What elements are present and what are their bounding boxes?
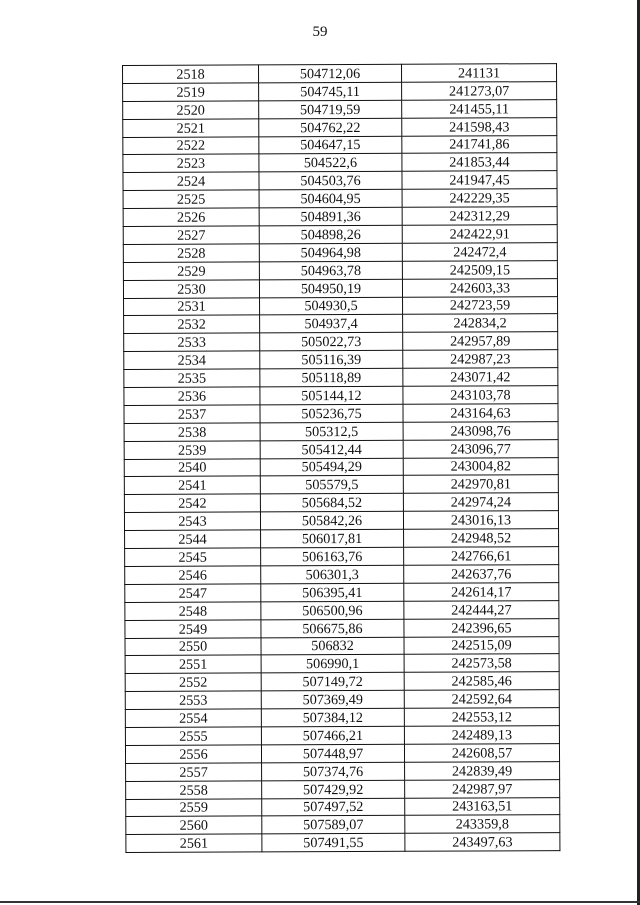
table-row	[124, 296, 558, 316]
x-coordinate-cell: 504604,95	[259, 190, 402, 209]
x-coordinate-cell: 504964,98	[259, 243, 402, 262]
y-coordinate-cell: 242515,09	[404, 636, 559, 655]
point-number-cell: 2546	[125, 566, 261, 584]
point-number-cell: 2549	[125, 620, 261, 638]
table-row	[123, 243, 557, 263]
point-number-cell: 2537	[124, 405, 260, 423]
x-coordinate-cell: 505412,44	[260, 440, 403, 459]
x-coordinate-cell: 504719,59	[259, 100, 402, 119]
point-number-cell: 2544	[125, 530, 261, 548]
point-number-cell: 2522	[123, 136, 259, 154]
y-coordinate-cell: 243164,63	[403, 404, 558, 423]
point-number-cell: 2557	[126, 763, 262, 781]
x-coordinate-cell: 507149,72	[261, 673, 404, 692]
point-number-cell: 2556	[125, 745, 261, 763]
table-row	[123, 225, 557, 245]
point-number-cell: 2520	[123, 101, 259, 119]
x-coordinate-cell: 505022,73	[260, 333, 403, 352]
table-row	[125, 690, 559, 710]
point-number-cell: 2541	[124, 476, 260, 494]
y-coordinate-cell: 242603,33	[402, 278, 557, 297]
y-coordinate-cell: 241598,43	[402, 117, 557, 136]
y-coordinate-cell: 243163,51	[405, 797, 560, 816]
y-coordinate-cell: 241947,45	[402, 171, 557, 190]
table-row	[126, 779, 560, 799]
coordinates-table	[122, 63, 560, 853]
point-number-cell: 2529	[123, 262, 259, 280]
y-coordinate-cell: 242608,57	[404, 743, 559, 762]
x-coordinate-cell: 505116,39	[260, 351, 403, 370]
point-number-cell: 2523	[123, 154, 259, 172]
point-number-cell: 2547	[125, 584, 261, 602]
point-number-cell: 2545	[125, 548, 261, 566]
y-coordinate-cell: 242585,46	[404, 672, 559, 691]
x-coordinate-cell: 507589,07	[262, 816, 405, 835]
point-number-cell: 2554	[125, 709, 261, 727]
y-coordinate-cell: 242957,89	[403, 332, 558, 351]
point-number-cell: 2531	[124, 297, 260, 315]
x-coordinate-cell: 504712,06	[259, 64, 402, 83]
table-row	[123, 64, 557, 84]
point-number-cell: 2538	[124, 423, 260, 441]
y-coordinate-cell: 243098,76	[403, 421, 558, 440]
x-coordinate-cell: 506301,3	[261, 565, 404, 584]
point-number-cell: 2555	[125, 727, 261, 745]
x-coordinate-cell: 505144,12	[260, 386, 403, 405]
point-number-cell: 2536	[124, 387, 260, 405]
table-row	[125, 654, 559, 674]
table-row	[124, 404, 558, 424]
y-coordinate-cell: 241131	[401, 64, 556, 83]
y-coordinate-cell: 242592,64	[404, 690, 559, 709]
point-number-cell: 2560	[126, 816, 262, 834]
point-number-cell: 2535	[124, 369, 260, 387]
table-row	[125, 708, 559, 728]
table-row	[123, 153, 557, 173]
point-number-cell: 2539	[124, 441, 260, 459]
x-coordinate-cell: 505494,29	[260, 458, 403, 477]
point-number-cell: 2528	[123, 244, 259, 262]
x-coordinate-cell: 504898,26	[259, 225, 402, 244]
x-coordinate-cell: 506163,76	[261, 547, 404, 566]
point-number-cell: 2519	[123, 83, 259, 101]
table-row	[125, 726, 559, 746]
table-row	[123, 189, 557, 209]
point-number-cell: 2559	[126, 798, 262, 816]
table-row	[126, 797, 560, 817]
table-row	[125, 672, 559, 692]
x-coordinate-cell: 507497,52	[262, 798, 405, 817]
table-row	[124, 439, 558, 459]
point-number-cell: 2526	[123, 208, 259, 226]
table-row	[124, 475, 558, 495]
y-coordinate-cell: 243004,82	[403, 457, 558, 476]
x-coordinate-cell: 506675,86	[261, 619, 404, 638]
y-coordinate-cell: 241273,07	[402, 81, 557, 100]
scan-edge-bottom	[0, 901, 640, 903]
table-row	[124, 493, 558, 513]
x-coordinate-cell: 505579,5	[260, 476, 403, 495]
y-coordinate-cell: 242489,13	[404, 726, 559, 745]
table-row	[125, 743, 559, 763]
point-number-cell: 2550	[125, 637, 261, 655]
point-number-cell: 2518	[123, 65, 259, 83]
table-row	[124, 421, 558, 441]
table-row	[126, 761, 560, 781]
x-coordinate-cell: 504762,22	[259, 118, 402, 137]
table-row	[125, 618, 559, 638]
y-coordinate-cell: 242948,52	[404, 529, 559, 548]
y-coordinate-cell: 242573,58	[404, 654, 559, 673]
y-coordinate-cell: 242723,59	[403, 296, 558, 315]
x-coordinate-cell: 505118,89	[260, 368, 403, 387]
table-row	[123, 207, 557, 227]
y-coordinate-cell: 243096,77	[403, 439, 558, 458]
y-coordinate-cell: 243071,42	[403, 368, 558, 387]
y-coordinate-cell: 243497,63	[405, 833, 560, 852]
table-row	[126, 815, 560, 835]
y-coordinate-cell: 242312,29	[402, 207, 557, 226]
y-coordinate-cell: 242974,24	[403, 493, 558, 512]
x-coordinate-cell: 506500,96	[261, 601, 404, 620]
y-coordinate-cell: 242637,76	[404, 565, 559, 584]
point-number-cell: 2521	[123, 119, 259, 137]
table-row	[123, 135, 557, 155]
table-row	[123, 260, 557, 280]
x-coordinate-cell: 504930,5	[260, 297, 403, 316]
y-coordinate-cell: 243016,13	[403, 511, 558, 530]
point-number-cell: 2530	[123, 280, 259, 298]
point-number-cell: 2525	[123, 190, 259, 208]
y-coordinate-cell: 242834,2	[403, 314, 558, 333]
table-row	[124, 511, 558, 531]
x-coordinate-cell: 507384,12	[261, 708, 404, 727]
y-coordinate-cell: 241853,44	[402, 153, 557, 172]
point-number-cell: 2534	[124, 351, 260, 369]
y-coordinate-cell: 242444,27	[404, 600, 559, 619]
x-coordinate-cell: 505684,52	[260, 494, 403, 513]
table-row	[124, 368, 558, 388]
table-row	[125, 547, 559, 567]
page-number: 59	[312, 24, 328, 40]
point-number-cell: 2524	[123, 172, 259, 190]
point-number-cell: 2543	[124, 512, 260, 530]
table-row	[125, 529, 559, 549]
y-coordinate-cell: 242987,97	[405, 779, 560, 798]
table-row	[123, 99, 557, 119]
table-row	[124, 332, 558, 352]
y-coordinate-cell: 242396,65	[404, 618, 559, 637]
x-coordinate-cell: 507369,49	[261, 690, 404, 709]
point-number-cell: 2532	[124, 315, 260, 333]
y-coordinate-cell: 242839,49	[405, 761, 560, 780]
point-number-cell: 2533	[124, 333, 260, 351]
y-coordinate-cell: 242509,15	[402, 260, 557, 279]
x-coordinate-cell: 504937,4	[260, 315, 403, 334]
y-coordinate-cell: 242987,23	[403, 350, 558, 369]
y-coordinate-cell: 242970,81	[403, 475, 558, 494]
table-row	[125, 565, 559, 585]
table-row	[125, 582, 559, 602]
x-coordinate-cell: 504891,36	[259, 207, 402, 226]
table-row	[123, 81, 557, 101]
table-row	[125, 636, 559, 656]
y-coordinate-cell: 241455,11	[402, 99, 557, 118]
x-coordinate-cell: 506990,1	[261, 655, 404, 674]
table-row	[125, 600, 559, 620]
x-coordinate-cell: 507466,21	[261, 726, 404, 745]
x-coordinate-cell: 505236,75	[260, 404, 403, 423]
y-coordinate-cell: 242766,61	[404, 547, 559, 566]
x-coordinate-cell: 507374,76	[262, 762, 405, 781]
x-coordinate-cell: 504963,78	[259, 261, 402, 280]
point-number-cell: 2553	[125, 691, 261, 709]
x-coordinate-cell: 506017,81	[261, 529, 404, 548]
x-coordinate-cell: 504745,11	[259, 82, 402, 101]
x-coordinate-cell: 507491,55	[262, 834, 405, 853]
x-coordinate-cell: 506832	[261, 637, 404, 656]
x-coordinate-cell: 504503,76	[259, 172, 402, 191]
y-coordinate-cell: 242614,17	[404, 582, 559, 601]
y-coordinate-cell: 242472,4	[402, 243, 557, 262]
point-number-cell: 2558	[126, 781, 262, 799]
point-number-cell: 2540	[124, 458, 260, 476]
y-coordinate-cell: 243359,8	[405, 815, 560, 834]
x-coordinate-cell: 506395,41	[261, 583, 404, 602]
table-row	[123, 117, 557, 137]
x-coordinate-cell: 505842,26	[260, 512, 403, 531]
y-coordinate-cell: 241741,86	[402, 135, 557, 154]
table-row	[124, 386, 558, 406]
x-coordinate-cell: 504647,15	[259, 136, 402, 155]
table-row	[124, 350, 558, 370]
y-coordinate-cell: 243103,78	[403, 386, 558, 405]
y-coordinate-cell: 242229,35	[402, 189, 557, 208]
point-number-cell: 2548	[125, 602, 261, 620]
point-number-cell: 2527	[123, 226, 259, 244]
x-coordinate-cell: 507448,97	[261, 744, 404, 763]
x-coordinate-cell: 504950,19	[259, 279, 402, 298]
table-row	[124, 314, 558, 334]
point-number-cell: 2551	[125, 655, 261, 673]
point-number-cell: 2542	[124, 494, 260, 512]
y-coordinate-cell: 242553,12	[404, 708, 559, 727]
table-row	[124, 457, 558, 477]
table-row	[123, 278, 557, 298]
table-row	[123, 171, 557, 191]
x-coordinate-cell: 507429,92	[262, 780, 405, 799]
point-number-cell: 2552	[125, 673, 261, 691]
x-coordinate-cell: 504522,6	[259, 154, 402, 173]
y-coordinate-cell: 242422,91	[402, 225, 557, 244]
coordinates-table-body	[123, 64, 560, 853]
point-number-cell: 2561	[126, 834, 262, 852]
table-row	[126, 833, 560, 853]
x-coordinate-cell: 505312,5	[260, 422, 403, 441]
